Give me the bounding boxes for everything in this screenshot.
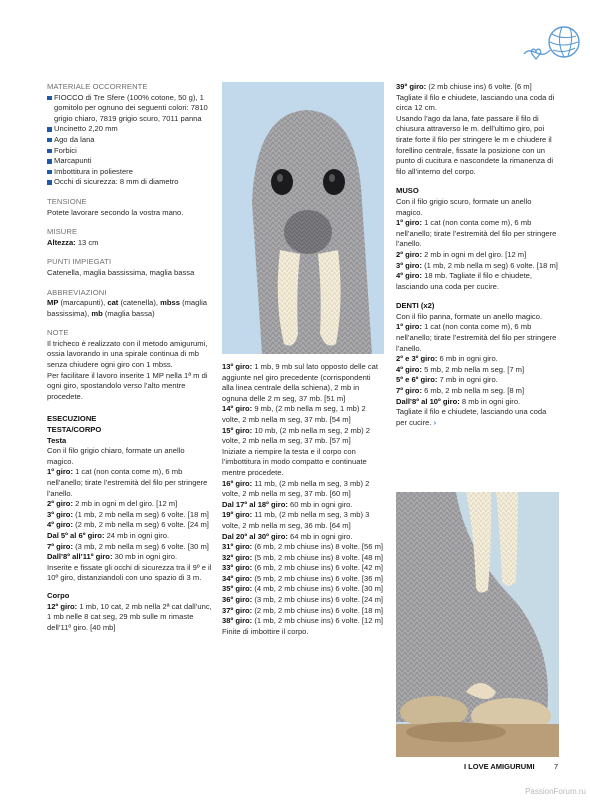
abbr-value: (marcapunti), xyxy=(58,298,108,308)
round-text: 64 mb in ogni giro. xyxy=(287,531,353,541)
teeth-end-text: Tagliate il filo e chiudete, lasciando una coda per cucire. xyxy=(396,407,547,427)
round-key: 4º giro: xyxy=(396,364,422,374)
part-title: TESTA/CORPO xyxy=(47,425,102,435)
round-line xyxy=(47,531,212,542)
height-line xyxy=(47,238,212,249)
tension-title: TENSIONE xyxy=(47,196,87,206)
round-line xyxy=(47,542,212,553)
round-text: 7 mb in ogni giro. xyxy=(437,375,498,385)
round-text: (1 mb, 2 mb chiuse ins) 6 volte. [12 m] xyxy=(252,616,384,626)
teeth-intro: Con il filo panna, formate un anello magico. xyxy=(396,311,543,321)
round-line xyxy=(222,479,384,500)
round-text: 1 cat (non conta come m), 6 mb nell’anello; tirate l’estremità del filo per stringere l’anello. xyxy=(396,218,557,249)
round-text: 60 mb in ogni giro. xyxy=(287,499,353,509)
round-line xyxy=(396,261,558,272)
round-key: 19º giro: xyxy=(222,510,253,520)
round-line xyxy=(47,520,212,531)
abbreviations-title: ABBREVIAZIONI xyxy=(47,287,107,297)
close-text: Tagliate il filo e chiudete, lasciando una coda di circa 12 cm. xyxy=(396,92,555,113)
round-text: 8 mb in ogni giro. xyxy=(459,396,521,406)
round-key: 37º giro: xyxy=(222,605,253,615)
round-line xyxy=(222,500,384,511)
round-line xyxy=(222,584,384,595)
round-key: 12º giro: xyxy=(47,601,78,611)
materials-item: Ago da lana xyxy=(47,135,212,146)
round-text: 10 mb, (2 mb nella m seg, 2 mb) 2 volte, 2 mb nella m seg, 37 mb. [57 m] xyxy=(222,425,370,446)
round-line xyxy=(396,250,558,261)
muzzle-title: MUSO xyxy=(396,186,419,196)
yarn-ball-icon xyxy=(522,16,582,68)
round-text: (2 mb, 2 mb chiuse ins) 6 volte. [18 m] xyxy=(252,605,384,615)
round-text: 18 mb. Tagliate il filo e chiudete, lasciando una coda per cucire. xyxy=(396,271,533,291)
round-line xyxy=(47,467,212,499)
head-intro: Con il filo grigio chiaro, formate un anello magico. xyxy=(47,446,185,466)
materials-item: Forbici xyxy=(47,146,212,157)
round-key: 3º giro: xyxy=(47,509,73,519)
abbr-value: (maglia bassissima), xyxy=(47,298,207,318)
round-text: 6 mb, 2 mb nella m seg. [8 m] xyxy=(421,386,525,396)
note-text: Il tricheco è realizzato con il metodo amigurumi, ossia lavorando in una spirale continua di mb senza chiudere ogni giro con 1 mbss. xyxy=(47,338,208,370)
height-label: Altezza: xyxy=(47,237,76,247)
round-text: 2 mb in ogni m del giro. [12 m] xyxy=(72,499,178,509)
head-subtitle: Testa xyxy=(47,435,67,445)
tension-text: Potete lavorare secondo la vostra mano. xyxy=(47,207,184,217)
round-text: 1 cat (non conta come m), 6 mb nell’anello; tirate l’estremità del filo per stringere l’anello. xyxy=(47,467,208,498)
materials-item: Imbottitura in poliestere xyxy=(47,167,212,178)
round-text: 24 mb in ogni giro. xyxy=(104,530,170,540)
round-line xyxy=(222,563,384,574)
round-key: 7º giro: xyxy=(396,386,422,396)
round-text: 6 mb in ogni giro. xyxy=(437,354,498,364)
end-text: Finite di imbottire il corpo. xyxy=(222,626,309,636)
round-text: 1 cat (non conta come m), 6 mb nell’anello; tirate l’estremità del filo per stringere l’anello. xyxy=(396,322,557,353)
round-key: 16º giro: xyxy=(222,478,253,488)
round-line xyxy=(396,375,558,386)
round-key: 5º e 6º giro: xyxy=(396,375,438,385)
round-key: Dal 20º al 30º giro: xyxy=(222,531,288,541)
materials-item: FIOCCO di Tre Sfere (100% cotone, 50 g), 1 gomitolo per ognuno dei seguenti colori: 7810 grigio chiaro, 7819 grigio scuro, 7011 panna xyxy=(47,93,212,125)
round-line xyxy=(222,532,384,543)
round-text: 11 mb, (2 mb nella m seg, 3 mb) 2 volte, 2 mb nella m seg, 37 mb. [60 m] xyxy=(222,478,370,499)
round-text: (3 mb, 2 mb chiuse ins) 6 volte. [24 m] xyxy=(252,595,384,605)
round-line xyxy=(396,397,558,408)
round-key: 2º giro: xyxy=(47,499,73,509)
round-text: 9 mb, (2 mb nella m seg, 1 mb) 2 volte, 2 mb nella m seg, 37 mb. [54 m] xyxy=(222,404,366,424)
round-key: 38º giro: xyxy=(222,616,253,626)
round-key: 1º giro: xyxy=(396,218,422,228)
round-key: 33º giro: xyxy=(222,563,253,573)
round-line xyxy=(396,365,558,376)
round-key: Dal 5º al 6º giro: xyxy=(47,530,105,540)
round-key: 4º giro: xyxy=(396,271,422,281)
round-text: (5 mb, 2 mb chiuse ins) 8 volte. [48 m] xyxy=(252,552,384,562)
body-subtitle: Corpo xyxy=(47,590,70,600)
round-line xyxy=(222,574,384,585)
column-materials xyxy=(47,82,212,633)
round-line xyxy=(222,510,384,531)
round-line xyxy=(47,499,212,510)
round-text: (2 mb chiuse ins) 6 volte. [6 m] xyxy=(426,82,532,91)
round-text: (1 mb, 2 mb nella m seg) 6 volte. [18 m] xyxy=(421,260,558,270)
round-key: 4º giro: xyxy=(47,520,73,530)
round-line xyxy=(396,354,558,365)
stitches-text: Catenella, maglia bassissima, maglia bassa xyxy=(47,267,195,277)
teeth-end xyxy=(396,407,558,428)
round-key: 2º e 3º giro: xyxy=(396,354,438,364)
round-line xyxy=(222,542,384,553)
round-text: 30 mb in ogni giro. xyxy=(112,552,178,562)
round-key: 2º giro: xyxy=(396,249,422,259)
round-line xyxy=(222,606,384,617)
eyes-text: Inserite e fissate gli occhi di sicurezza tra il 9º e il 10º giro, distanziandoli con uno spazio di 3 m. xyxy=(47,562,212,583)
round-key: 32º giro: xyxy=(222,552,253,562)
round-key: Dal 17º al 18º giro: xyxy=(222,499,288,509)
round-line xyxy=(47,510,212,521)
round-key: 39º giro: xyxy=(396,82,427,91)
round-key: Dall’8º all’11º giro: xyxy=(47,552,113,562)
page-number: 7 xyxy=(554,762,559,771)
round-text: (4 mb, 2 mb chiuse ins) 6 volte. [30 m] xyxy=(252,584,384,594)
round-key: Dall’8º al 10º giro: xyxy=(396,396,460,406)
note-text: Per facilitare il lavoro inserite 1 MP nella 1ª m di ogni giro, spostandolo verso l’alto mentre procedete. xyxy=(47,370,208,401)
round-text: 1 mb, 10 cat, 2 mb nella 2ª cat dall’unc, 1 mb nelle 8 cat seg, 29 mb sulle m rimaste dell’11º giro. [40 mb] xyxy=(47,601,212,632)
round-text: (6 mb, 2 mb chiuse ins) 8 volte. [56 m] xyxy=(252,542,384,552)
round-key: 15º giro: xyxy=(222,425,253,435)
column-muzzle-teeth xyxy=(396,82,558,428)
magazine-name: I LOVE AMIGURUMI xyxy=(464,762,535,771)
round-text: 5 mb, 2 mb nella m seg. [7 m] xyxy=(421,364,525,374)
abbr-key: mb xyxy=(91,308,103,318)
watermark: PassionForum.ru xyxy=(525,787,586,796)
materials-item: Occhi di sicurezza: 8 mm di diametro xyxy=(47,177,212,188)
round-line xyxy=(396,271,558,292)
round-key: 7º giro: xyxy=(47,541,73,551)
round-text: 1 mb, 9 mb sul lato opposto delle cat aggiunte nel giro precedente (corrispondenti alla linea centrale della schiena), 2 mb in ognuna delle 2 m seg, 37 mb. [51 m] xyxy=(222,362,378,403)
round-line xyxy=(396,218,558,250)
round-key: 34º giro: xyxy=(222,573,253,583)
abbreviations-text xyxy=(47,298,212,319)
round-key: 36º giro: xyxy=(222,595,253,605)
stuffing-text: Iniziate a riempire la testa e il corpo con l’imbottitura in modo compatto e continuate mentre procedete. xyxy=(222,446,367,477)
continue-arrow-icon: › xyxy=(433,417,437,427)
measures-title: MISURE xyxy=(47,227,78,237)
notes-title: NOTE xyxy=(47,328,69,338)
round-text: 2 mb in ogni m del giro. [12 m] xyxy=(421,249,527,259)
round-line xyxy=(47,602,212,634)
round-text: (5 mb, 2 mb chiuse ins) 6 volte. [36 m] xyxy=(252,573,384,583)
materials-item: Marcapunti xyxy=(47,156,212,167)
materials-item: Uncinetto 2,20 mm xyxy=(47,124,212,135)
muzzle-intro: Con il filo grigio scuro, formate un anello magico. xyxy=(396,196,532,217)
abbr-key: cat xyxy=(107,298,119,308)
round-line xyxy=(222,426,384,447)
abbr-key: MP xyxy=(47,298,59,308)
round-line xyxy=(396,386,558,397)
column-body xyxy=(222,362,384,637)
round-key: 13º giro: xyxy=(222,362,253,371)
height-value: 13 cm xyxy=(75,237,99,247)
stitches-title: PUNTI IMPIEGATI xyxy=(47,257,112,267)
round-key: 31º giro: xyxy=(222,542,253,552)
teeth-title: DENTI (x2) xyxy=(396,301,435,311)
execution-title: ESECUZIONE xyxy=(47,414,97,424)
round-key: 35º giro: xyxy=(222,584,253,594)
round-line xyxy=(222,553,384,564)
round-text: 11 mb, (2 mb nella m seg, 3 mb) 3 volte, 2 mb nella m seg, 36 mb. [64 m] xyxy=(222,510,370,530)
round-text: (3 mb, 2 mb nella m seg) 6 volte. [30 m] xyxy=(72,541,209,551)
round-line xyxy=(396,322,558,354)
round-line xyxy=(47,552,212,563)
round-text: (1 mb, 2 mb nella m seg) 6 volte. [18 m] xyxy=(72,509,209,519)
round-key: 1º giro: xyxy=(396,322,422,332)
walrus-body-photo xyxy=(396,492,559,757)
round-text: (6 mb, 2 mb chiuse ins) 6 volte. [42 m] xyxy=(252,563,384,573)
materials-title: MATERIALE OCCORRENTE xyxy=(47,82,148,91)
walrus-head-photo xyxy=(222,82,384,354)
round-line xyxy=(222,404,384,425)
round-line xyxy=(222,595,384,606)
close-text-2: Usando l’ago da lana, fate passare il filo di chiusura attraverso le m. dell’ultimo giro, poi tirate forte il filo per stringere le m e chiudere il forellino centrale, fissate la posizione con un punto di cucitura e nascondete la rimanenza di filo all’interno del corpo. xyxy=(396,113,554,176)
abbr-value: (catenella), xyxy=(118,298,161,308)
round-line xyxy=(222,362,384,404)
round-key: 14º giro: xyxy=(222,404,253,414)
round-key: 1º giro: xyxy=(47,467,73,477)
round-line xyxy=(396,82,558,93)
round-key: 3º giro: xyxy=(396,260,422,270)
abbr-key: mbss xyxy=(160,298,180,308)
round-text: (2 mb, 2 mb nella m seg) 6 volte. [24 m] xyxy=(72,520,209,530)
abbr-value: (maglia bassa) xyxy=(102,308,155,318)
round-line xyxy=(222,616,384,627)
